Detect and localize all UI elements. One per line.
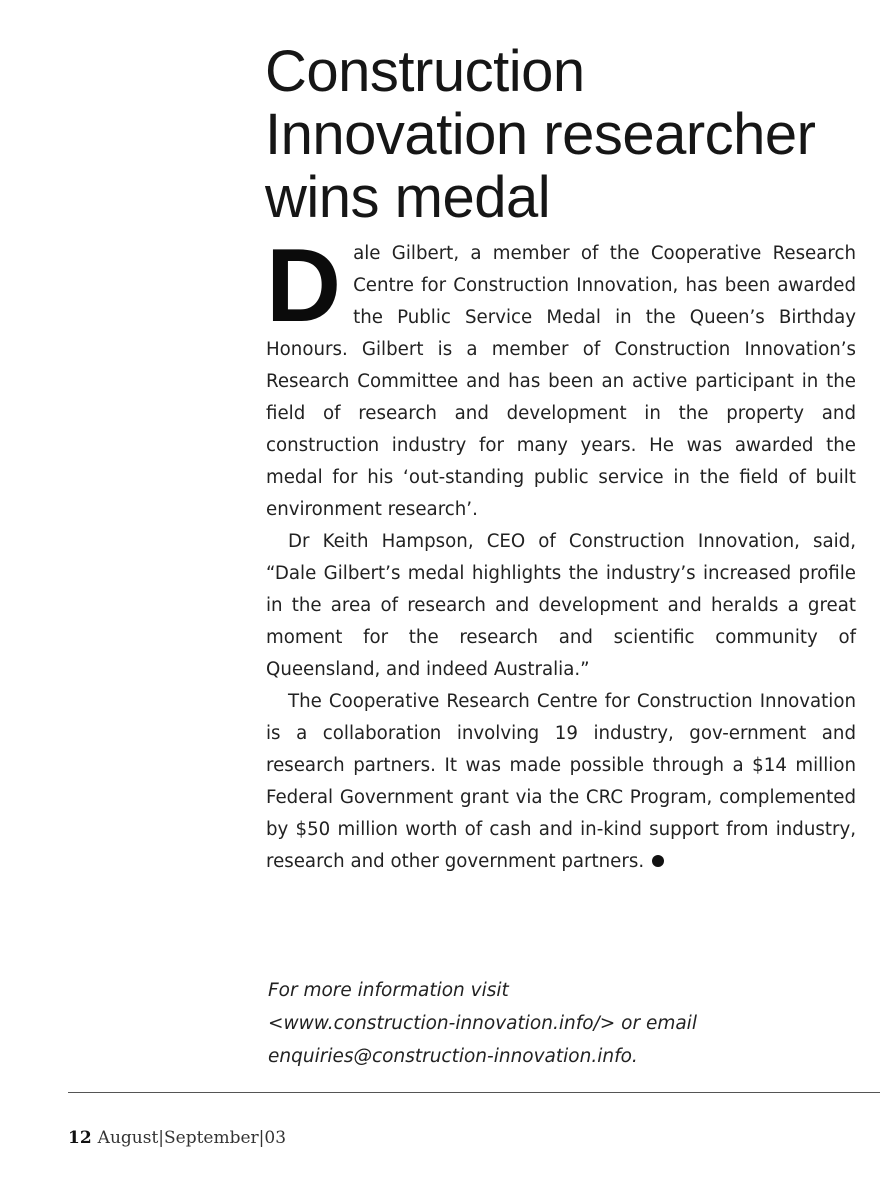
footer-divider <box>68 1092 880 1093</box>
end-of-article-bullet-icon <box>652 855 664 867</box>
paragraph-1 <box>266 228 856 526</box>
paragraph-2: Dr Keith Hampson, CEO of Construction Innovation, said, “Dale Gilbert’s medal highlights the industry’s increased profile in the area of research and development and heralds a great moment for the research and scientific community of Queensland, and indeed Australia.” <box>266 531 856 680</box>
headline-line-1: Construction <box>265 39 585 104</box>
paragraph-3 <box>266 686 856 878</box>
issue-date: August|September|03 <box>97 1128 287 1148</box>
article-body <box>266 228 856 878</box>
more-info-line-1: For more information visit <box>268 980 509 1001</box>
paragraph-3-text: The Cooperative Research Centre for Construction Innovation is a collaboration involving 19 industry, gov-ernment and research partners. It was made possible through a $14 million Federal Government grant via the CRC Program, complemented by $50 million worth of cash and in-kind support from industry, research and other government partners. <box>266 691 856 872</box>
page-number: 12 <box>68 1128 92 1148</box>
headline-line-3: wins medal <box>265 165 551 230</box>
paragraph-1-text: ale Gilbert, a member of the Cooperative Research Centre for Construction Innovation, has been awarded the Public Service Medal in the Queen’s Birthday Honours. Gilbert is a member of Construction Innovation’s Research Committee and has been an active participant in the field of research and development in the property and construction industry for many years. He was awarded the medal for his ‘out-standing public service in the field of built environment research’. <box>266 243 856 520</box>
more-info-line-3: enquiries@construction-innovation.info. <box>268 1046 638 1067</box>
drop-cap: D <box>266 228 342 344</box>
more-information-note <box>268 974 828 1073</box>
page-folio <box>68 1128 286 1148</box>
headline-line-2: Innovation researcher <box>265 102 816 167</box>
article-headline <box>265 40 865 229</box>
more-info-line-2: <www.construction-innovation.info/> or email <box>268 1013 697 1034</box>
